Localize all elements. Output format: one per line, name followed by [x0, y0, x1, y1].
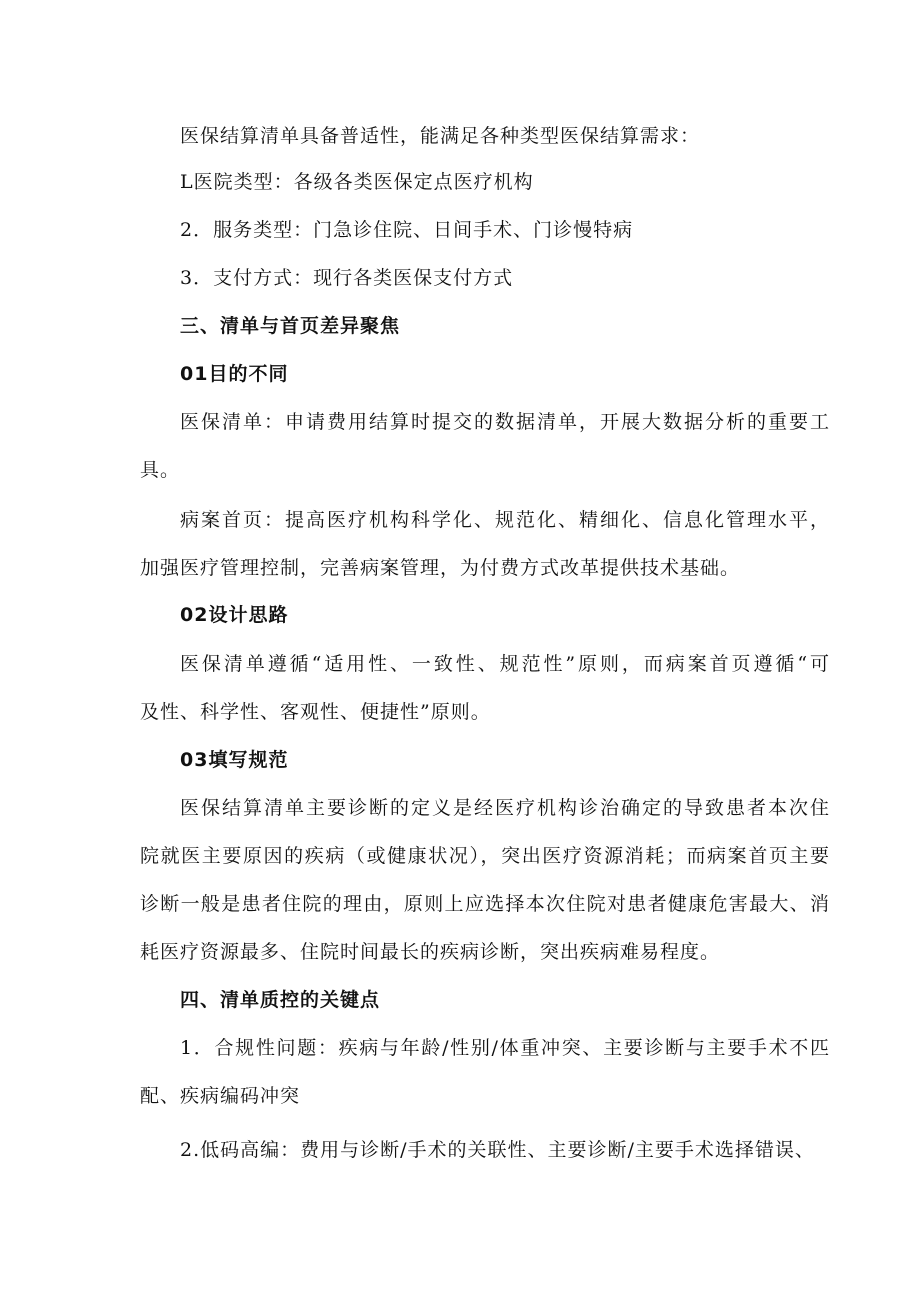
- paragraph-line: 及性、科学性、客观性、便捷性”原则。: [140, 701, 491, 723]
- paragraph-line: 院就医主要原因的疾病（或健康状况），突出医疗资源消耗；而病案首页主要: [140, 845, 830, 867]
- intro-paragraph: 医保结算清单具备普适性，能满足各种类型医保结算需求：: [180, 125, 701, 147]
- paragraph-line: 医保结算清单主要诊断的定义是经医疗机构诊治确定的导致患者本次住: [180, 797, 830, 819]
- paragraph-line: 耗医疗资源最多、住院时间最长的疾病诊断，突出疾病难易程度。: [140, 941, 721, 963]
- list-item-hospital-type: L医院类型：各级各类医保定点医疗机构: [180, 171, 534, 193]
- paragraph-line: 2.低码高编：费用与诊断/手术的关联性、主要诊断/主要手术选择错误、: [180, 1139, 815, 1161]
- list-item-service-type: 2．服务类型：门急诊住院、日间手术、门诊慢特病: [180, 219, 634, 241]
- subheading-03: 03填写规范: [180, 749, 289, 771]
- subheading-02: 02设计思路: [180, 604, 289, 626]
- paragraph-line: 医保清单：申请费用结算时提交的数据清单，开展大数据分析的重要工: [180, 411, 830, 433]
- paragraph-line: 病案首页：提高医疗机构科学化、规范化、精细化、信息化管理水平，: [180, 509, 830, 531]
- paragraph-line: 医保清单遵循“适用性、一致性、规范性”原则，而病案首页遵循“可: [180, 653, 830, 675]
- section-heading-4: 四、清单质控的关键点: [180, 989, 381, 1011]
- subheading-01: 01目的不同: [180, 363, 289, 385]
- paragraph-line: 配、疾病编码冲突: [140, 1085, 301, 1107]
- section-heading-3: 三、清单与首页差异聚焦: [180, 315, 401, 337]
- paragraph-line: 诊断一般是患者住院的理由，原则上应选择本次住院对患者健康危害最大、消: [140, 893, 830, 915]
- paragraph-line: 1．合规性问题：疾病与年龄/性别/体重冲突、主要诊断与主要手术不匹: [180, 1037, 830, 1059]
- paragraph-line: 加强医疗管理控制，完善病案管理，为付费方式改革提供技术基础。: [140, 557, 741, 579]
- list-item-payment-method: 3．支付方式：现行各类医保支付方式: [180, 267, 514, 289]
- paragraph-line: 具。: [140, 459, 181, 481]
